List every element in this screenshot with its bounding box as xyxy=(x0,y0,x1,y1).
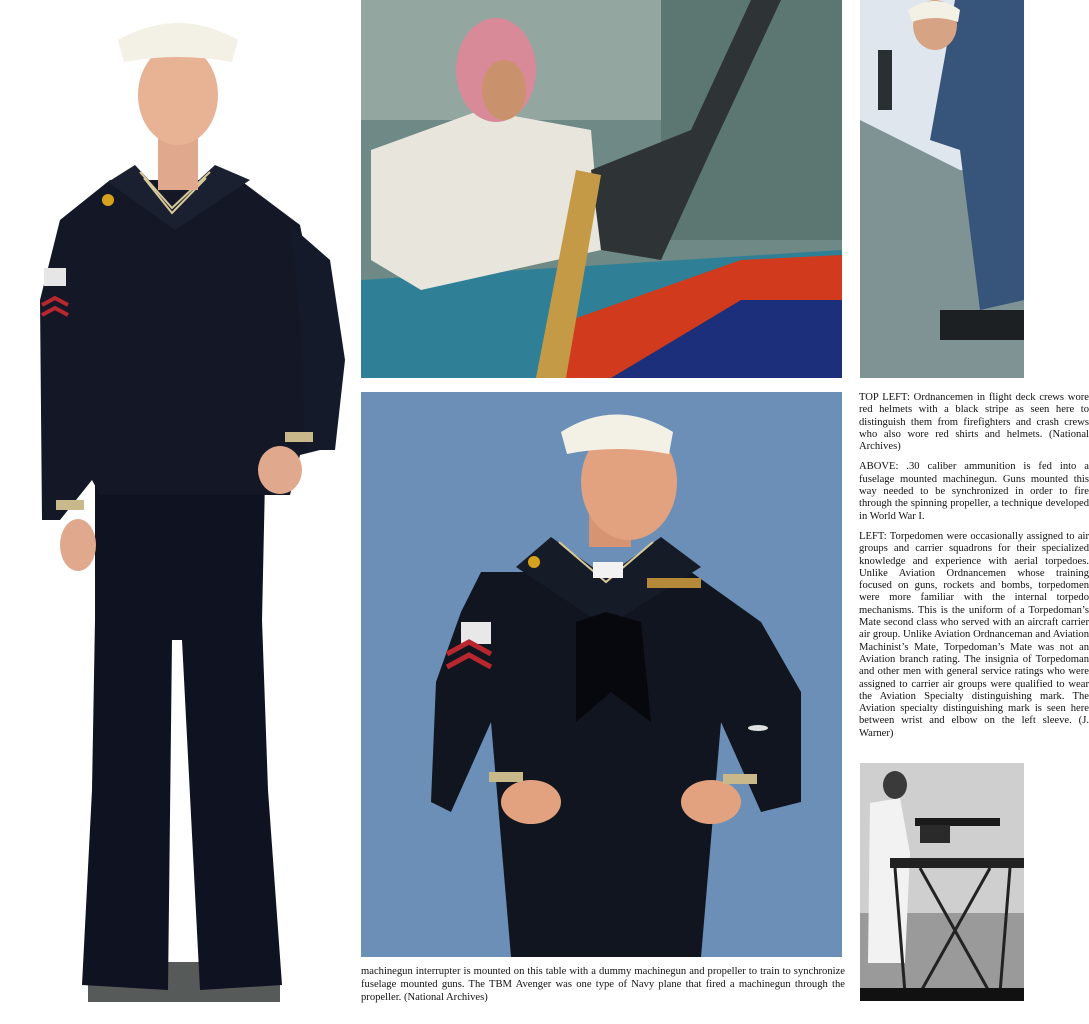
caption-left: LEFT: Torpedomen were occasionally assigned to air groups and carrier squadrons for their specialized knowledge and experience with aerial torpedoes. Unlike Aviation Ordnancemen whose training focused on guns, rockets and bombs, torpedomen were more familiar with the internal torpedo mechanisms. This is the uniform of a Torpedoman’s Mate second class who served with an aircraft carrier air group. Unlike Aviation Ordnanceman and Aviation Machinist’s Mate, Torpedoman’s Mate was not an Aviation branch rating. The insignia of Torpedoman and other men with general service ratings who were assigned to carrier air groups were qualified to wear the Aviation Specialty distinguishing mark. The Aviation specialty distinguishing mark is seen here between wrist and elbow on the left sleeve. (J. Warner) xyxy=(859,530,1089,739)
ordnanceman-machinegun-photo xyxy=(361,0,842,378)
caption-interrupter-table: machinegun interrupter is mounted on this table with a dummy machinegun and propeller to train to synchronize fuselage mounted guns. The TBM Avenger was one type of Navy plane that fired a machinegun through the propeller. (National Archives) xyxy=(361,966,845,1003)
interrupter-table-illustration xyxy=(860,763,1024,1001)
right-column-captions xyxy=(859,392,1089,764)
interrupter-table-photo xyxy=(860,763,1024,1001)
ordnanceman-machinegun-illustration xyxy=(361,0,842,378)
caption-above: ABOVE: .30 caliber ammunition is fed into a fuselage mounted machinegun. Guns mounted this way needed to be synchronized in order to fire through the spinning propeller, a technique developed in World War I. xyxy=(859,461,1089,522)
mannequin-uniform-illustration xyxy=(0,0,352,1024)
caption-top-left: TOP LEFT: Ordnancemen in flight deck crews wore red helmets with a black stripe as seen here to distinguish them from firefighters and crash crews who also wore red shirts and helmets. (National Archives) xyxy=(859,392,1089,453)
mannequin-uniform-photo xyxy=(0,0,352,1024)
torpedoman-mate-illustration xyxy=(361,392,842,957)
torpedoman-mate-photo xyxy=(361,392,842,957)
ammunition-feed-illustration xyxy=(860,0,1024,378)
ammunition-feed-photo xyxy=(860,0,1024,378)
